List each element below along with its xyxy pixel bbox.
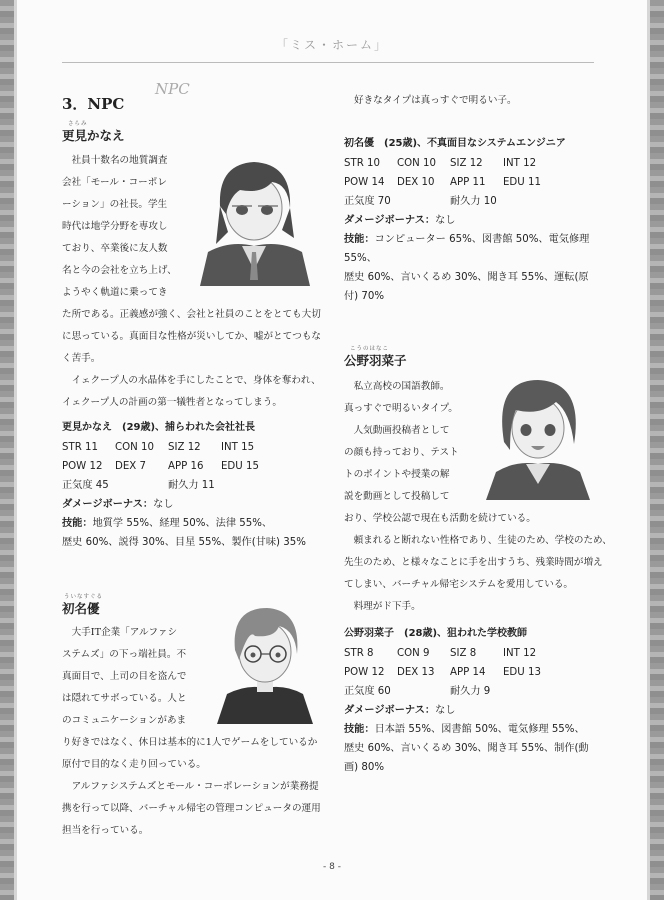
stat-con: CON 10 <box>115 442 154 453</box>
stat-row <box>344 173 614 192</box>
stat-int: INT 12 <box>503 648 537 659</box>
char-description-kouno <box>344 376 614 618</box>
stat-int: INT 15 <box>221 442 255 453</box>
description-line: ーション」の社長。学生 <box>62 199 168 210</box>
description-line: 担当を行っている。 <box>62 825 149 836</box>
description-line: の顔も持っており、テスト <box>344 447 459 458</box>
char-name-ruby: ういなすぐる <box>64 594 104 600</box>
description-line: 原付で目的なく走り回っている。 <box>62 759 206 770</box>
description-line: ようやく軌道に乗ってき <box>62 287 168 298</box>
skills-line: 地質学 55%、経理 50%、法律 55%、 <box>92 518 273 529</box>
stat-dex: DEX 7 <box>115 461 146 472</box>
stat-siz: SIZ 8 <box>450 648 477 659</box>
stat-edu: EDU 11 <box>503 177 541 188</box>
description-line: は隠れてサボっている。人と <box>62 693 187 704</box>
description-line: てしまい、バーチャル帰宅システムを愛用している。 <box>344 579 574 590</box>
stat-edu: EDU 15 <box>221 461 259 472</box>
description-line: く苦手。 <box>62 353 101 364</box>
stat-row <box>344 644 614 663</box>
stat-pow: POW 12 <box>62 461 103 472</box>
description-line: トのポイントや授業の解 <box>344 469 450 480</box>
section-title: 3．NPC <box>62 95 125 113</box>
stat-str: STR 10 <box>344 158 380 169</box>
description-line: のコミュニケーションがあま <box>62 715 187 726</box>
stat-block-kouno <box>344 624 614 777</box>
stat-row <box>344 192 614 211</box>
stat-block-title: 公野羽菜子 (28歳)、狙われた学校教師 <box>344 628 528 639</box>
stat-pow: POW 14 <box>344 177 385 188</box>
stat-row <box>62 457 332 476</box>
description-line: 時代は地学分野を専攻し <box>62 221 168 232</box>
stat-hp: 耐久力 9 <box>450 686 491 697</box>
stat-row <box>344 682 614 701</box>
page-number: - 8 - <box>323 862 341 872</box>
header-rule <box>62 62 594 63</box>
damage-bonus <box>344 701 614 720</box>
skills-label: 技能： <box>344 234 375 245</box>
stat-dex: DEX 13 <box>397 667 435 678</box>
skills <box>62 514 332 533</box>
stat-block-title: 更見かなえ (29歳)、捕らわれた会社社長 <box>62 422 256 433</box>
damage-bonus <box>62 495 332 514</box>
char-name-uina: 初名優 <box>62 601 100 616</box>
description-line: 大手IT企業「アルファシ <box>62 627 178 638</box>
description-line: 私立高校の国語教師。 <box>344 381 450 392</box>
stat-sanity: 正気度 60 <box>344 686 391 697</box>
description-line: 先生のため、と様々なことに手を出すうち、残業時間が増え <box>344 557 603 568</box>
description-line: 真っすぐで明るいタイプ。 <box>344 403 458 414</box>
skills-line: 歴史 60%、言いくるめ 30%、聞き耳 55%、運転(原 <box>344 272 589 283</box>
stat-row <box>344 663 614 682</box>
description-line: り好きではなく、休日は基本的に1人でゲームをしているか <box>62 737 318 748</box>
description-line: 頼まれると断れない性格であり、生徒のため、学校のため、 <box>344 535 612 546</box>
skills <box>344 720 614 739</box>
skills-line: 日本語 55%、図書館 50%、電気修理 55%、 <box>374 724 585 735</box>
damage-bonus-value: なし <box>435 705 456 716</box>
description-line: 会社「モール・コーポレ <box>62 177 167 188</box>
description-line: ステムズ」の下っ端社員。不 <box>62 649 187 660</box>
stat-con: CON 9 <box>397 648 430 659</box>
skills-line: 歴史 60%、説得 30%、目星 55%、製作(甘味) 35% <box>62 537 306 548</box>
skills-label: 技能： <box>62 518 93 529</box>
stat-app: APP 16 <box>168 461 204 472</box>
stat-app: APP 14 <box>450 667 486 678</box>
description-line: 料理がド下手。 <box>344 601 421 612</box>
description-line: イェクープ人の水晶体を手にしたことで、身体を奪われ、 <box>62 375 321 386</box>
stat-sanity: 正気度 45 <box>62 480 109 491</box>
stat-block-uina <box>344 134 614 306</box>
skills-line: 付) 70% <box>344 291 385 302</box>
description-line: イェクープ人の計画の第一犠牲者となってしまう。 <box>62 397 282 408</box>
damage-bonus-label: ダメージボーナス： <box>62 499 154 510</box>
stat-row <box>344 154 614 173</box>
char-name-kouno: 公野羽菜子 <box>344 353 407 368</box>
stat-app: APP 11 <box>450 177 486 188</box>
stat-siz: SIZ 12 <box>168 442 201 453</box>
description-line: 人気動画投稿者として <box>344 425 450 436</box>
char-name-ruby: こうのはなこ <box>350 346 390 352</box>
skills-label: 技能： <box>344 724 375 735</box>
stat-pow: POW 12 <box>344 667 385 678</box>
stat-sanity: 正気度 70 <box>344 196 391 207</box>
char-name-sarami: 更見かなえ <box>62 128 125 143</box>
stat-hp: 耐久力 10 <box>450 196 497 207</box>
description-line: に思っている。真面目な性格が災いしてか、嘘がとてつもな <box>62 331 322 342</box>
description-line: 好きなタイプは真っすぐで明るい子。 <box>354 95 517 106</box>
description-line: 説を動画として投稿して <box>344 491 450 502</box>
skills-line: 画) 80% <box>344 762 385 773</box>
description-line: ており、卒業後に友人数 <box>62 243 168 254</box>
damage-bonus-label: ダメージボーナス： <box>344 215 436 226</box>
stat-row <box>62 438 332 457</box>
skills-line: 55%、 <box>344 253 377 264</box>
stat-hp: 耐久力 11 <box>168 480 215 491</box>
stat-row <box>62 476 332 495</box>
description-line: 真面目で、上司の目を盗んで <box>62 671 187 682</box>
damage-bonus-value: なし <box>153 499 174 510</box>
description-line: 名と今の会社を立ち上げ、 <box>62 265 177 276</box>
description-line: た所である。正義感が強く、会社と社員のことをとても大切 <box>62 309 321 320</box>
section-title-decoration: NPC <box>155 80 190 98</box>
damage-bonus-label: ダメージボーナス： <box>344 705 436 716</box>
damage-bonus <box>344 211 614 230</box>
stat-siz: SIZ 12 <box>450 158 483 169</box>
stat-edu: EDU 13 <box>503 667 541 678</box>
damage-bonus-value: なし <box>435 215 456 226</box>
intro-line <box>344 90 517 112</box>
stat-str: STR 11 <box>62 442 98 453</box>
stat-block-sarami <box>62 418 332 552</box>
description-line: アルファシステムズとモール・コーポレーションが業務提 <box>62 781 319 792</box>
skills-line: コンピューター 65%、図書館 50%、電気修理 <box>374 234 590 245</box>
stat-dex: DEX 10 <box>397 177 435 188</box>
char-name-ruby: さらみ <box>68 121 88 127</box>
description-line: 社員十数名の地質調査 <box>62 155 168 166</box>
skills <box>344 230 614 249</box>
stat-int: INT 12 <box>503 158 537 169</box>
stat-str: STR 8 <box>344 648 374 659</box>
description-line: おり、学校公認で現在も活動を続けている。 <box>344 513 536 524</box>
stat-block-title: 初名優 (25歳)、不真面目なシステムエンジニア <box>344 138 566 149</box>
skills-line: 歴史 60%、言いくるめ 30%、聞き耳 55%、制作(動 <box>344 743 589 754</box>
description-line: 携を行って以降、バーチャル帰宅の管理コンピュータの運用 <box>62 803 321 814</box>
stat-con: CON 10 <box>397 158 436 169</box>
page-header: 「ミス・ホーム」 <box>275 38 388 52</box>
